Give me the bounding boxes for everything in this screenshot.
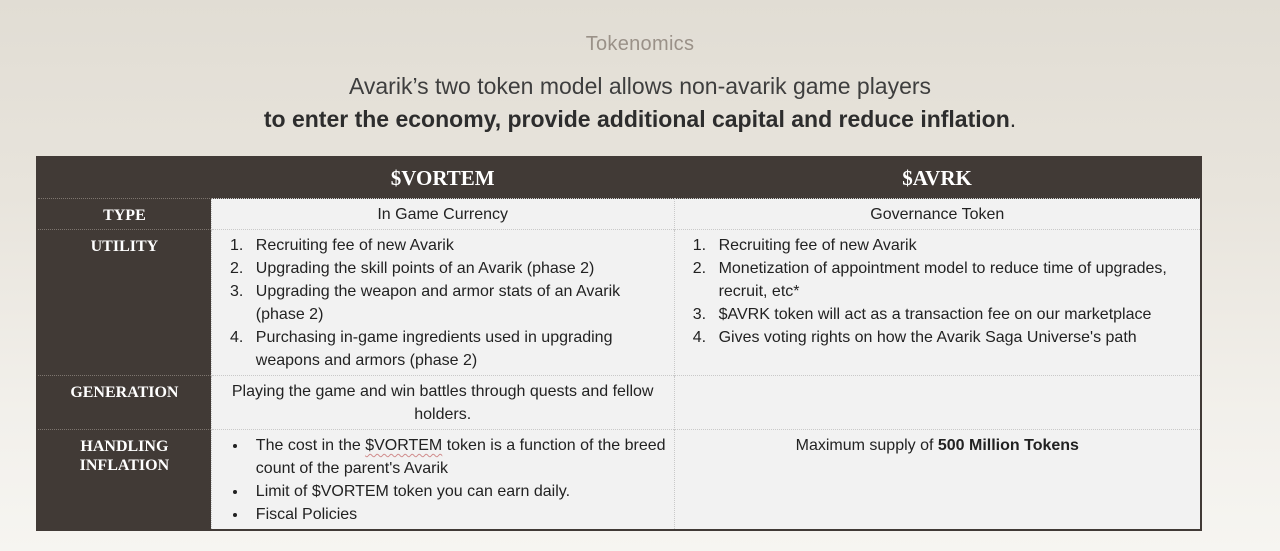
- list-item-text: token is a function of the breed count of the parent's Avarik: [255, 437, 666, 477]
- list-item: 2. Upgrading the skill points of an Avarik (phase 2): [248, 257, 666, 280]
- list-item: 4. Purchasing in-game ingredients used in upgrading weapons and armors (phase 2): [248, 326, 666, 372]
- list-item: 3. $AVRK token will act as a transaction fee on our marketplace: [711, 303, 1192, 326]
- table-row-handling-inflation: [37, 430, 1201, 531]
- list-item: 2. Monetization of appointment model to reduce time of upgrades, recruit, etc*: [711, 257, 1192, 303]
- section-headline-line1: Avarik’s two token model allows non-avarik game players: [348, 73, 932, 99]
- vortem-utility-cell: [211, 230, 674, 376]
- row-header-utility: UTILITY: [37, 230, 211, 376]
- row-header-line: HANDLING: [80, 438, 169, 455]
- max-supply-value: 500 Million Tokens: [937, 437, 1079, 454]
- list-item: 1. Recruiting fee of new Avarik: [711, 234, 1192, 257]
- row-header-generation: GENERATION: [37, 376, 211, 430]
- table-row-utility: [37, 230, 1201, 376]
- avrk-type-cell: Governance Token: [674, 199, 1201, 230]
- avrk-utility-list: [683, 234, 1192, 349]
- table-row-generation: [37, 376, 1201, 430]
- table-row-type: [37, 199, 1201, 230]
- avrk-utility-cell: [674, 230, 1201, 376]
- column-header-avrk: $AVRK: [674, 157, 1201, 199]
- vortem-type-cell: In Game Currency: [211, 199, 674, 230]
- list-item-text: The cost in the: [255, 437, 366, 454]
- list-item: 3. Upgrading the weapon and armor stats of an Avarik (phase 2): [248, 280, 666, 326]
- avrk-inflation-cell: [674, 430, 1201, 531]
- vortem-utility-list: [220, 234, 666, 372]
- row-header-handling-inflation: [37, 430, 211, 531]
- tokenomics-table: [36, 156, 1202, 531]
- vortem-generation-cell: Playing the game and win battles through quests and fellow holders.: [211, 376, 674, 430]
- vortem-inflation-list: [220, 434, 666, 526]
- vortem-inflation-cell: [211, 430, 674, 531]
- vortem-token-text: $VORTEM: [365, 437, 443, 454]
- section-headline-line2: [0, 106, 1280, 133]
- list-item: 1. Recruiting fee of new Avarik: [248, 234, 666, 257]
- table-header-row: [37, 157, 1201, 199]
- column-header-vortem: $VORTEM: [211, 157, 674, 199]
- section-eyebrow: Tokenomics: [585, 33, 695, 55]
- list-item: • Limit of $VORTEM token you can earn daily.: [248, 480, 666, 503]
- headline-bold-text: to enter the economy, provide additional capital and reduce inflation: [263, 106, 1010, 132]
- list-item: [248, 434, 666, 480]
- headline-period: .: [1009, 106, 1017, 132]
- avrk-generation-cell: [674, 376, 1201, 430]
- max-supply-text: Maximum supply of: [795, 437, 938, 454]
- list-item: 4. Gives voting rights on how the Avarik Saga Universe's path: [711, 326, 1192, 349]
- row-header-type: TYPE: [37, 199, 211, 230]
- row-header-line: INFLATION: [79, 457, 170, 474]
- list-item: • Fiscal Policies: [248, 503, 666, 526]
- corner-header-cell: [37, 157, 211, 199]
